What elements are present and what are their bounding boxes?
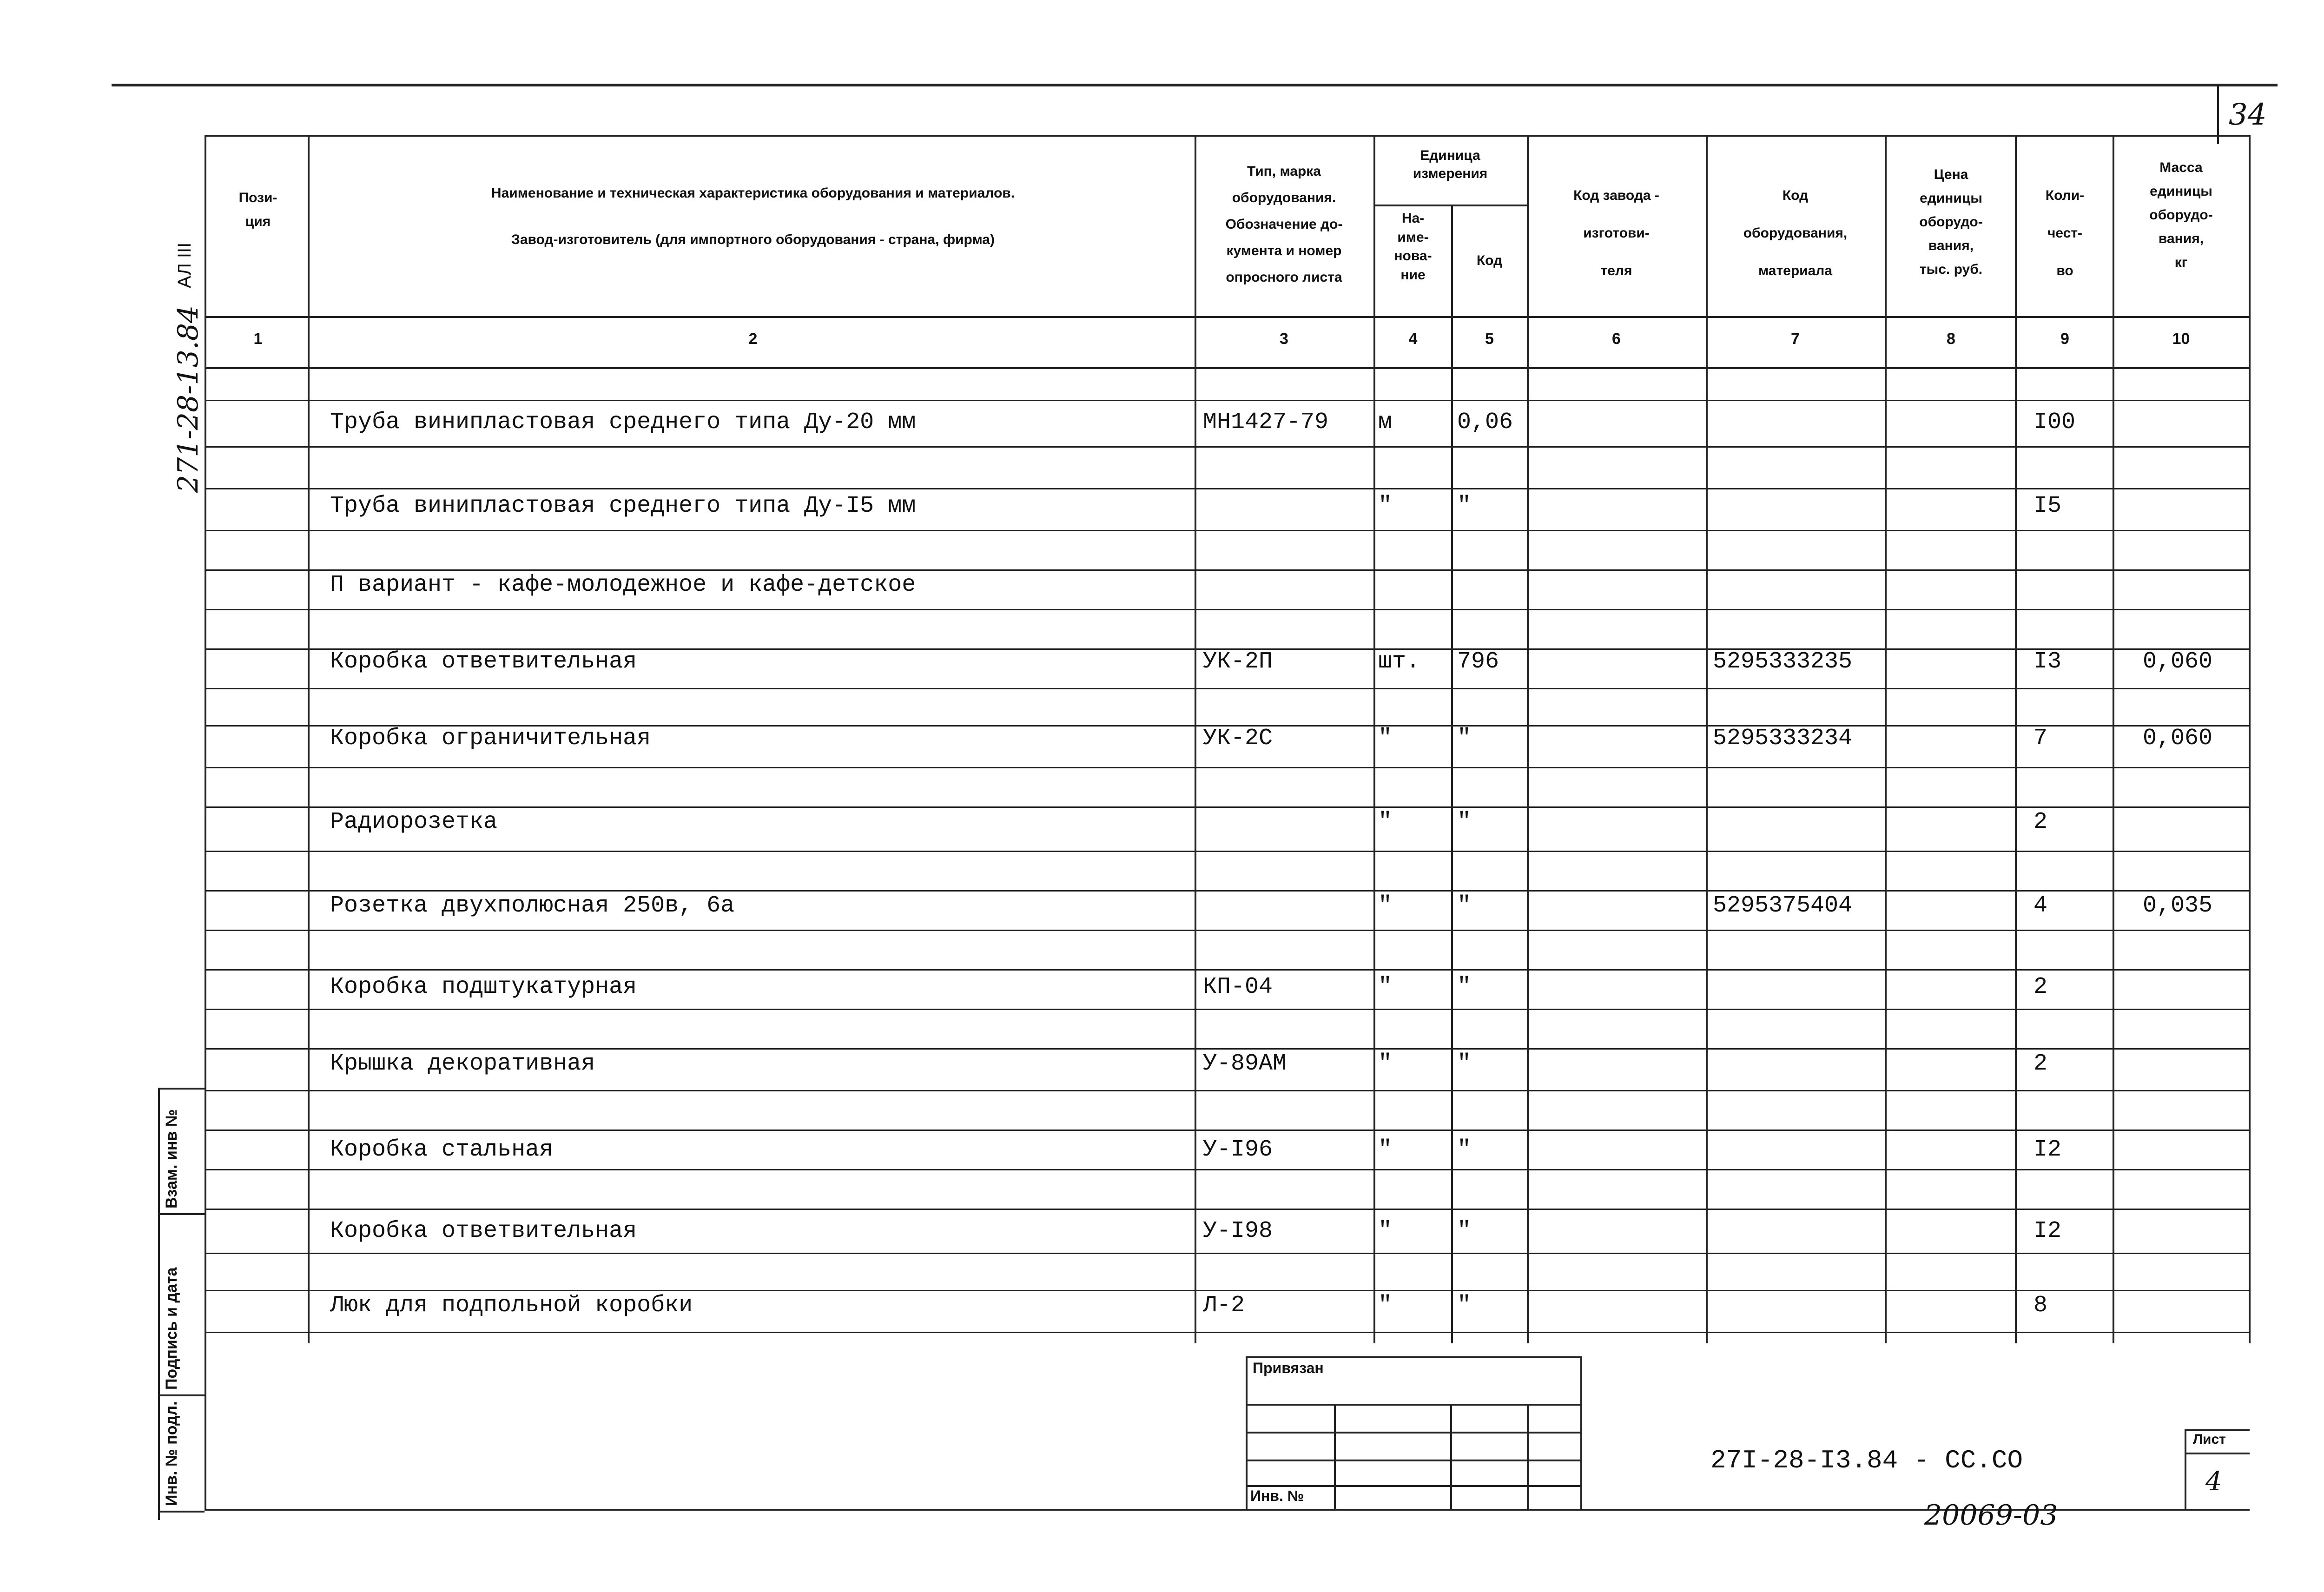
table-right [2249, 135, 2251, 1343]
table-cell-mass: 0,060 [2143, 648, 2213, 675]
table-cell-unit: " [1378, 493, 1393, 519]
table-left [205, 135, 206, 1511]
hdr-unit-group: Единица измерения [1413, 148, 1488, 181]
col-sep [1451, 205, 1453, 1343]
table-cell-name: Коробка ответвительная [330, 648, 637, 675]
title-sep [1334, 1404, 1336, 1510]
row-rule [205, 1253, 2250, 1254]
row-rule [205, 569, 2250, 571]
table-cell-name: Коробка ограничительная [330, 725, 651, 752]
colnum-3: 3 [1280, 330, 1288, 348]
col-sep [1373, 135, 1375, 1343]
table-cell-eq-code: 5295333235 [1713, 648, 1853, 675]
doc-code: 27I-28-I3.84 - СС.СО [1710, 1446, 2023, 1475]
stamp-line [158, 1511, 205, 1513]
colnum-9: 9 [2060, 330, 2069, 348]
table-cell-qty: I00 [2034, 409, 2076, 436]
hdr-position: Пози- ция [238, 190, 277, 229]
col-sep [1706, 135, 1708, 1343]
table-cell-code: " [1457, 1218, 1472, 1244]
row-rule [205, 1209, 2250, 1210]
title-line [1246, 1404, 1580, 1406]
table-cell-code: 796 [1457, 648, 1499, 675]
row-rule [205, 400, 2250, 401]
row-rule [205, 1332, 2250, 1333]
stamp-podpis: Подпись и дата [163, 1267, 180, 1390]
hdr-name-line2: Завод-изготовитель (для импортного оборудования - страна, фирма) [511, 232, 995, 247]
table-cell-qty: I2 [2034, 1218, 2062, 1244]
table-cell-name: Люк для подпольной коробки [330, 1292, 693, 1319]
stamp-line [158, 1213, 205, 1215]
hdr-mass: Масса единицы оборудо- вания, кг [2149, 160, 2213, 270]
table-cell-type: МН1427-79 [1203, 409, 1329, 436]
row-rule [205, 488, 2250, 489]
table-cell-type: Л-2 [1203, 1292, 1245, 1319]
list-box-left [2185, 1429, 2186, 1511]
col-sep [1527, 135, 1529, 1343]
table-cell-name: Коробка стальная [330, 1136, 554, 1163]
table-cell-qty: 4 [2034, 892, 2048, 919]
list-number: 4 [2205, 1466, 2222, 1497]
row-rule [205, 1130, 2250, 1131]
table-cell-qty: 7 [2034, 725, 2048, 752]
hdr-price: Цена единицы оборудо- вания, тыс. руб. [1919, 167, 1983, 277]
table-cell-code: " [1457, 1136, 1472, 1163]
table-cell-eq-code: 5295375404 [1713, 892, 1853, 919]
stamp-vzam: Взам. инв № [163, 1109, 180, 1209]
table-cell-type: УК-2С [1203, 725, 1273, 752]
table-cell-qty: I2 [2034, 1136, 2062, 1163]
hdr-name-line1: Наименование и техническая характеристика оборудования и материалов. [491, 185, 1015, 201]
table-cell-type: У-I98 [1203, 1218, 1273, 1244]
table-cell-qty: 8 [2034, 1292, 2048, 1319]
colnum-6: 6 [1612, 330, 1621, 348]
table-cell-type: У-89АМ [1203, 1050, 1287, 1077]
hdr-equipment-code: Код оборудования, материала [1743, 188, 1848, 278]
table-cell-type: КП-04 [1203, 974, 1273, 1000]
table-cell-code: " [1457, 1292, 1472, 1319]
table-cell-code: " [1457, 809, 1472, 835]
table-cell-code: " [1457, 974, 1472, 1000]
bottom-code: 20069-03 [1924, 1499, 2058, 1532]
table-cell-code: " [1457, 1050, 1472, 1077]
table-cell-name: Крышка декоративная [330, 1050, 595, 1077]
row-rule [205, 1090, 2250, 1091]
table-cell-qty: I3 [2034, 648, 2062, 675]
colnum-1: 1 [253, 330, 263, 348]
row-rule [205, 688, 2250, 689]
stamp-line [158, 1394, 205, 1396]
side-code-suffix: АЛ III [174, 242, 195, 288]
table-cell-code: " [1457, 493, 1472, 519]
title-left [1246, 1356, 1248, 1510]
sheet-corner-number: 34 [2229, 98, 2267, 132]
table-cell-type: У-I96 [1203, 1136, 1273, 1163]
title-right [1580, 1356, 1582, 1510]
table-cell-qty: I5 [2034, 493, 2062, 519]
colnum-10: 10 [2172, 330, 2190, 348]
table-header-bottom [205, 316, 2250, 318]
table-cell-name: Труба винипластовая среднего типа Ду-20 мм [330, 409, 916, 436]
row-rule [205, 930, 2250, 931]
table-cell-unit: " [1378, 725, 1393, 752]
table-cell-code: 0,06 [1457, 409, 1513, 436]
table-cell-unit: " [1378, 1292, 1393, 1319]
title-sep [1450, 1404, 1452, 1510]
table-cell-name: Коробка подштукатурная [330, 974, 637, 1000]
unit-group-line [1373, 205, 1527, 206]
privyazan-label: Привязан [1253, 1360, 1324, 1376]
table-cell-type: УК-2П [1203, 648, 1273, 675]
table-cell-unit: " [1378, 892, 1393, 919]
table-cell-mass: 0,035 [2143, 892, 2213, 919]
hdr-unit-name: На- име- нова- ние [1394, 211, 1432, 283]
side-code: 271-28-13.84 [172, 305, 205, 493]
row-rule [205, 806, 2250, 808]
row-rule [205, 969, 2250, 971]
hdr-type: Тип, марка оборудования. Обозначение до- кумента и номер опросного листа [1225, 164, 1343, 285]
title-line [1246, 1485, 1580, 1487]
col-sep [308, 135, 310, 1343]
table-cell-name: Коробка ответвительная [330, 1218, 637, 1244]
title-line [1246, 1432, 1580, 1433]
table-cell-qty: 2 [2034, 809, 2048, 835]
list-box-mid [2185, 1453, 2250, 1454]
row-rule [205, 851, 2250, 852]
top-rule [112, 84, 2278, 86]
hdr-unit-code: Код [1476, 253, 1503, 268]
table-number-row-bottom [205, 367, 2250, 369]
row-rule [205, 890, 2250, 892]
table-cell-unit: " [1378, 1050, 1393, 1077]
table-cell-name: Труба винипластовая среднего типа Ду-I5 мм [330, 493, 916, 519]
row-rule [205, 1290, 2250, 1291]
table-cell-unit: " [1378, 809, 1393, 835]
stamp-col-line [158, 1088, 160, 1520]
table-cell-unit: " [1378, 1136, 1393, 1163]
table-cell-code: " [1457, 725, 1472, 752]
row-rule [205, 446, 2250, 448]
table-top [205, 135, 2250, 137]
col-sep [1885, 135, 1887, 1343]
row-rule [205, 1009, 2250, 1010]
row-rule [205, 1048, 2250, 1050]
row-rule [205, 1169, 2250, 1170]
hdr-qty: Коли- чест- во [2045, 188, 2085, 278]
title-top [1246, 1356, 1580, 1358]
table-cell-unit: м [1378, 409, 1393, 436]
table-cell-mass: 0,060 [2143, 725, 2213, 752]
row-rule [205, 609, 2250, 610]
table-cell-qty: 2 [2034, 1050, 2048, 1077]
row-rule [205, 767, 2250, 768]
colnum-7: 7 [1791, 330, 1800, 348]
hdr-factory-code: Код завода - изготови- теля [1573, 188, 1659, 278]
table-cell-name: Розетка двухполюсная 250в, 6а [330, 892, 735, 919]
row-rule [205, 530, 2250, 531]
colnum-2: 2 [748, 330, 758, 348]
table-cell-qty: 2 [2034, 974, 2048, 1000]
inv-label: Инв. № [1250, 1487, 1304, 1504]
col-sep [2113, 135, 2114, 1343]
stamp-line [158, 1088, 205, 1090]
table-cell-code: " [1457, 892, 1472, 919]
table-cell-unit: шт. [1378, 648, 1420, 675]
col-sep [2015, 135, 2017, 1343]
table-cell-eq-code: 5295333234 [1713, 725, 1853, 752]
col-sep [1195, 135, 1196, 1343]
title-line [1246, 1460, 1580, 1461]
colnum-5: 5 [1485, 330, 1494, 348]
table-cell-name: Радиорозетка [330, 809, 498, 835]
title-sep [1527, 1404, 1529, 1510]
table-cell-unit: " [1378, 1218, 1393, 1244]
table-cell-name: П вариант - кафе-молодежное и кафе-детское [330, 572, 916, 598]
list-label: Лист [2193, 1432, 2226, 1447]
colnum-8: 8 [1947, 330, 1955, 348]
list-box-top [2185, 1429, 2250, 1431]
colnum-4: 4 [1408, 330, 1418, 348]
stamp-inv: Инв. № подл. [163, 1401, 180, 1506]
table-cell-unit: " [1378, 974, 1393, 1000]
